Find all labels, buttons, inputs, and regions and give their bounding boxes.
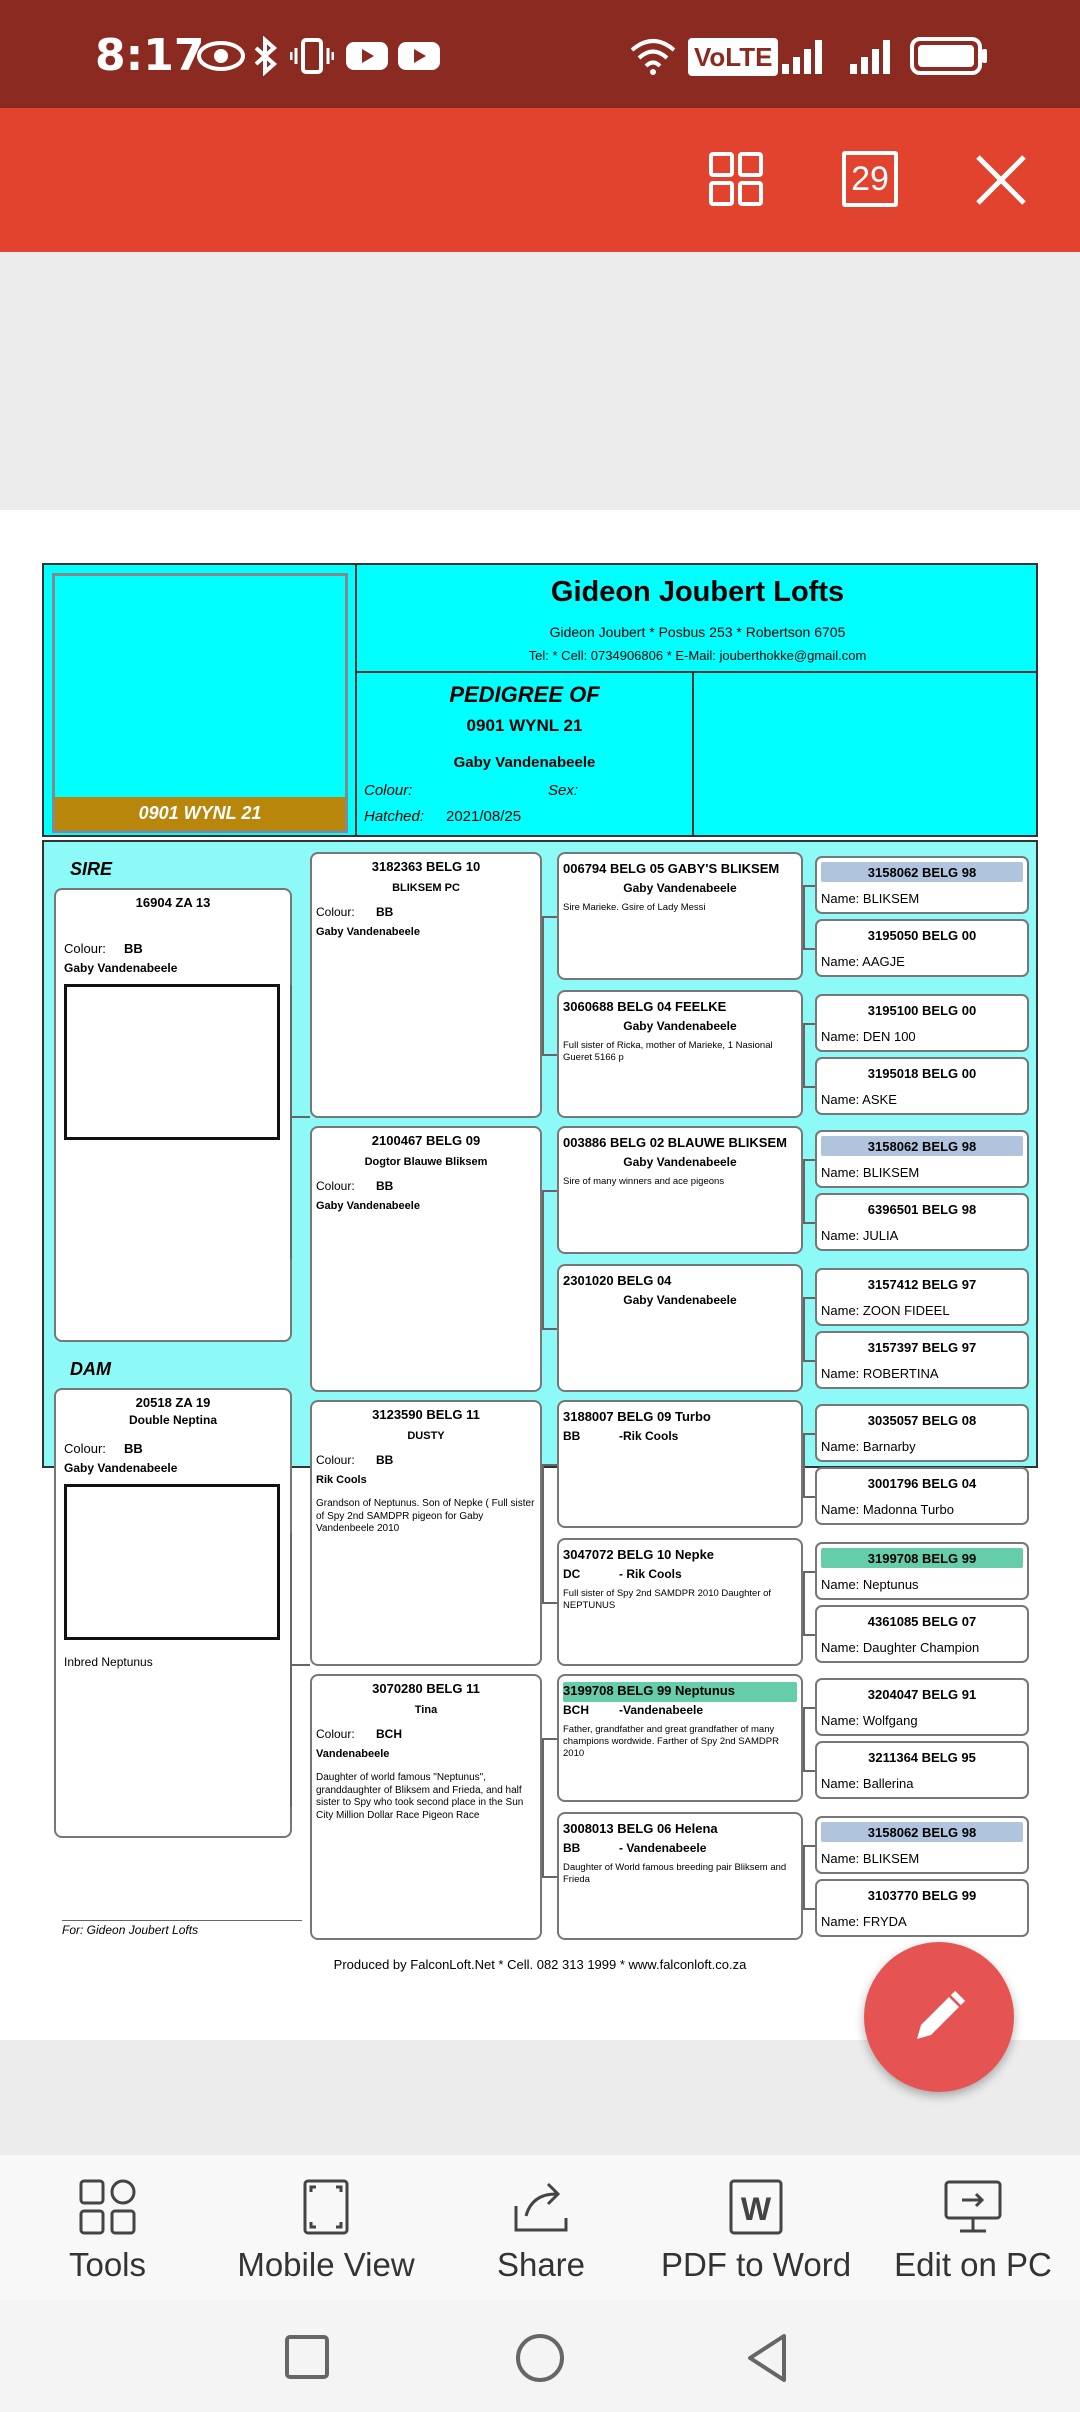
- bluetooth-icon: [252, 36, 280, 76]
- connector-line: [542, 1328, 557, 1330]
- connector-line: [803, 1360, 815, 1362]
- connector-line: [803, 1086, 815, 1088]
- connector-line: [290, 1664, 310, 1666]
- dam-photo: [64, 1484, 280, 1640]
- connector-line: [803, 1496, 815, 1498]
- connector-line: [803, 1845, 805, 1908]
- connector-line: [803, 1222, 815, 1224]
- viewer-background: [0, 252, 1080, 510]
- great-grandparent-box: 3060688 BELG 04 FEELKE Gaby Vandenabeele Full sister of Ricka, mother of Marieke, 1 Nasional Gueret 5166 p: [557, 990, 803, 1118]
- pedigree-of-label: PEDIGREE OF: [449, 682, 600, 707]
- grandparent-box: 3182363 BELG 10 BLIKSEM PC Colour: BB Gaby Vandenabeele: [310, 852, 542, 1118]
- connector-line: [290, 1116, 310, 1118]
- grid-view-icon[interactable]: [708, 151, 764, 207]
- battery-icon: [910, 36, 988, 76]
- signal-icon: [848, 36, 898, 76]
- grandparent-box: 2100467 BELG 09 Dogtor Blauwe Bliksem Colour: BB Gaby Vandenabeele: [310, 1126, 542, 1392]
- connector-line: [803, 1634, 815, 1636]
- ancestor-box: 3195100 BELG 00 Name: DEN 100: [815, 994, 1029, 1052]
- connector-line: [542, 1738, 544, 1876]
- connector-line: [542, 916, 544, 1054]
- connector-line: [290, 985, 292, 1259]
- status-bar: [0, 0, 1080, 108]
- connector-line: [803, 1707, 805, 1770]
- connector-line: [542, 1876, 557, 1878]
- connector-line: [803, 1159, 805, 1222]
- sire-box: 16904 ZA 13 Colour: BB Gaby Vandenabeele: [54, 888, 292, 1342]
- connector-line: [542, 1738, 557, 1740]
- connector-line: [803, 1770, 815, 1772]
- connector-line: [62, 1920, 302, 1921]
- mobile-view-button[interactable]: Mobile View: [226, 2178, 426, 2284]
- ancestor-box: 3158062 BELG 98 Name: BLIKSEM: [815, 1816, 1029, 1874]
- connector-line: [542, 1464, 557, 1466]
- produced-by: Produced by FalconLoft.Net * Cell. 082 313 1999 * www.falconloft.co.za: [333, 1957, 747, 1972]
- sire-label: SIRE: [70, 859, 113, 879]
- connector-line: [803, 1433, 805, 1496]
- close-icon[interactable]: [974, 153, 1028, 207]
- wifi-icon: [628, 36, 678, 76]
- connector-line: [542, 1602, 557, 1604]
- ancestor-box: 6396501 BELG 98 Name: JULIA: [815, 1193, 1029, 1251]
- great-grandparent-box: 3188007 BELG 09 Turbo BB -Rik Cools: [557, 1400, 803, 1528]
- ancestor-box: 3158062 BELG 98 Name: BLIKSEM: [815, 1130, 1029, 1188]
- ancestor-box: 4361085 BELG 07 Name: Daughter Champion: [815, 1605, 1029, 1663]
- page-count-button[interactable]: 29: [842, 151, 898, 207]
- connector-line: [542, 916, 557, 918]
- pdf-page: [0, 510, 1080, 2040]
- tools-icon: [78, 2178, 138, 2236]
- connector-line: [290, 1533, 292, 1807]
- pdf-to-word-button[interactable]: W PDF to Word: [656, 2178, 856, 2284]
- grandparent-box: 3070280 BELG 11 Tina Colour: BCH Vandenabeele Daughter of world famous "Neptunus", granddaughter of Bliksem and Frieda, and half sister to Spy who took second place in the Sun City Million Dollar Race Pigeon Race: [310, 1674, 542, 1940]
- connector-line: [542, 1190, 557, 1192]
- great-grandparent-box: 2301020 BELG 04 Gaby Vandenabeele: [557, 1264, 803, 1392]
- ancestor-box: 3035057 BELG 08 Name: Barnarby: [815, 1404, 1029, 1462]
- home-icon[interactable]: [514, 2332, 566, 2384]
- connector-line: [803, 1297, 805, 1360]
- edit-on-pc-button[interactable]: Edit on PC: [888, 2178, 1058, 2284]
- ancestor-box: 3103770 BELG 99 Name: FRYDA: [815, 1879, 1029, 1937]
- youtube-icon: [396, 36, 442, 76]
- sex-label: Sex:: [548, 782, 579, 799]
- connector-line: [803, 1908, 815, 1910]
- svg-text:W: W: [740, 2191, 772, 2227]
- great-grandparent-box: 3199708 BELG 99 Neptunus BCH -Vandenabeele Father, grandfather and great grandfather of many champions wordwide. Farther of Spy 2nd SAMDPR 2010: [557, 1674, 803, 1802]
- word-icon: [728, 2178, 784, 2236]
- vibrate-icon: [290, 36, 334, 76]
- hatched-label: Hatched:: [364, 808, 425, 825]
- dam-box: 20518 ZA 19 Double Neptina Colour: BB Gaby Vandenabeele Inbred Neptunus: [54, 1388, 292, 1838]
- photo-caption: 0901 WYNL 21: [55, 797, 345, 830]
- mobile-view-icon: [301, 2178, 351, 2236]
- status-time: 8:17: [95, 30, 205, 81]
- ancestor-box: 3158062 BELG 98 Name: BLIKSEM: [815, 856, 1029, 914]
- share-icon: [510, 2178, 572, 2236]
- loft-name: Gideon Joubert Lofts: [550, 576, 845, 608]
- connector-line: [803, 885, 805, 948]
- edit-fab[interactable]: [864, 1942, 1014, 2092]
- connector-line: [803, 1571, 805, 1634]
- great-grandparent-box: 003886 BELG 02 BLAUWE BLIKSEM Gaby Vandenabeele Sire of many winners and ace pigeons: [557, 1126, 803, 1254]
- system-nav-bar: [0, 2300, 1080, 2412]
- for-label: For: Gideon Joubert Lofts: [62, 1923, 199, 1937]
- great-grandparent-box: 3047072 BELG 10 Nepke DC - Rik Cools Full sister of Spy 2nd SAMDPR 2010 Daughter of NEPTUNUS: [557, 1538, 803, 1666]
- pencil-icon: [909, 1987, 969, 2047]
- ancestor-box: 3195050 BELG 00 Name: AAGJE: [815, 919, 1029, 977]
- ancestor-box: 3157397 BELG 97 Name: ROBERTINA: [815, 1331, 1029, 1389]
- pedigree-breeder: Gaby Vandenabeele: [453, 754, 596, 771]
- youtube-icon: [344, 36, 390, 76]
- ancestor-box: 3204047 BELG 91 Name: Wolfgang: [815, 1678, 1029, 1736]
- eye-icon: [196, 36, 246, 76]
- pedigree-header: [42, 563, 1038, 837]
- recent-apps-icon[interactable]: [284, 2334, 330, 2380]
- connector-line: [542, 1054, 557, 1056]
- ancestor-box: 3001796 BELG 04 Name: Madonna Turbo: [815, 1467, 1029, 1525]
- loft-address: Gideon Joubert * Posbus 253 * Robertson 6705: [549, 624, 846, 640]
- connector-line: [542, 1190, 544, 1328]
- connector-line: [803, 948, 815, 950]
- colour-label: Colour:: [364, 782, 413, 799]
- back-icon[interactable]: [744, 2332, 790, 2384]
- photo-frame: [52, 573, 348, 833]
- ancestor-box: 3195018 BELG 00 Name: ASKE: [815, 1057, 1029, 1115]
- monitor-icon: [942, 2178, 1004, 2236]
- pedigree-ring: 0901 WYNL 21: [466, 716, 583, 735]
- dam-label: DAM: [70, 1359, 111, 1379]
- volte-badge: VoLTE: [688, 38, 778, 76]
- great-grandparent-box: 006794 BELG 05 GABY'S BLIKSEM Gaby Vandenabeele Sire Marieke. Gsire of Lady Messi: [557, 852, 803, 980]
- hatched-date: 2021/08/25: [446, 808, 522, 825]
- tools-button[interactable]: Tools: [40, 2178, 175, 2284]
- grandparent-box: 3123590 BELG 11 DUSTY Colour: BB Rik Cools Grandson of Neptunus. Son of Nepke ( Full sister of Spy 2nd SAMDPR pigeon for Gaby Vandenbeele 2010: [310, 1400, 542, 1666]
- sire-photo: [64, 984, 280, 1140]
- connector-line: [542, 1464, 544, 1602]
- loft-contact: Tel: * Cell: 0734906806 * E-Mail: jouberthokke@gmail.com: [528, 648, 867, 663]
- signal-icon: [780, 36, 830, 76]
- connector-line: [803, 1023, 805, 1086]
- ancestor-box: 3157412 BELG 97 Name: ZOON FIDEEL: [815, 1268, 1029, 1326]
- reader-toolbar: [0, 108, 1080, 252]
- ancestor-box: 3211364 BELG 95 Name: Ballerina: [815, 1741, 1029, 1799]
- share-button[interactable]: Share: [476, 2178, 606, 2284]
- great-grandparent-box: 3008013 BELG 06 Helena BB - Vandenabeele Daughter of World famous breeding pair Bliksem and Frieda: [557, 1812, 803, 1940]
- ancestor-box: 3199708 BELG 99 Name: Neptunus: [815, 1542, 1029, 1600]
